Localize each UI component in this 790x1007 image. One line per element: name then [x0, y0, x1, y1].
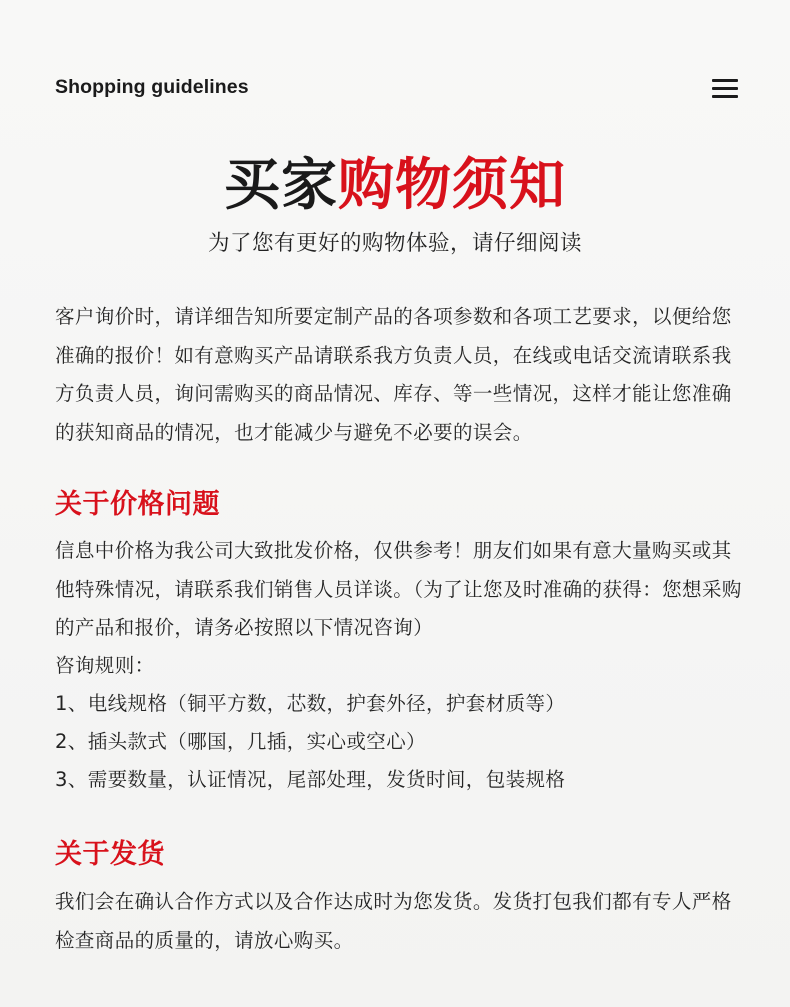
page-subtitle: 为了您有更好的购物体验，请仔细阅读: [207, 231, 582, 256]
consult-rules: [55, 647, 745, 799]
intro-paragraph: 客户询价时，请详细告知所要定制产品的各项参数和各项工艺要求，以便给您准确的报价！如有意购买产品请联系我方负责人员，在线或电话交流请联系我方负责人员，询问需购买的商品情况、库存、等一些情况，这样才能让您准确的获知商品的情况，也才能减少与避免不必要的误会。: [55, 305, 732, 444]
rule-item: 2、插头款式（哪国，几插，实心或空心）: [55, 730, 427, 753]
shipping-section-heading: 关于发货: [55, 839, 165, 870]
page-title: [0, 150, 790, 222]
menu-bar: [712, 79, 738, 82]
price-section-body: 信息中价格为我公司大致批发价格，仅供参考！朋友们如果有意大量购买或其他特殊情况，请联系我们销售人员详谈。（为了让您及时准确的获得：您想采购的产品和报价，请务必按照以下情况咨询）: [55, 539, 742, 639]
hamburger-menu-icon[interactable]: [712, 77, 738, 99]
shipping-section-body: 我们会在确认合作方式以及合作达成时为您发货。发货打包我们都有专人严格检查商品的质量的，请放心购买。: [55, 890, 732, 952]
header: [55, 76, 738, 104]
title-part-red: 购物须知: [338, 153, 566, 218]
brand-title: Shopping guidelines: [55, 76, 249, 98]
rule-item: 3、需要数量，认证情况，尾部处理，发货时间，包装规格: [55, 768, 566, 791]
menu-bar: [712, 87, 738, 90]
rule-item: 1、电线规格（铜平方数，芯数，护套外径，护套材质等）: [55, 692, 566, 715]
rules-label: 咨询规则：: [55, 654, 155, 677]
title-part-black: 买家: [224, 153, 338, 218]
price-section-heading: 关于价格问题: [55, 489, 220, 520]
menu-bar: [712, 95, 738, 98]
